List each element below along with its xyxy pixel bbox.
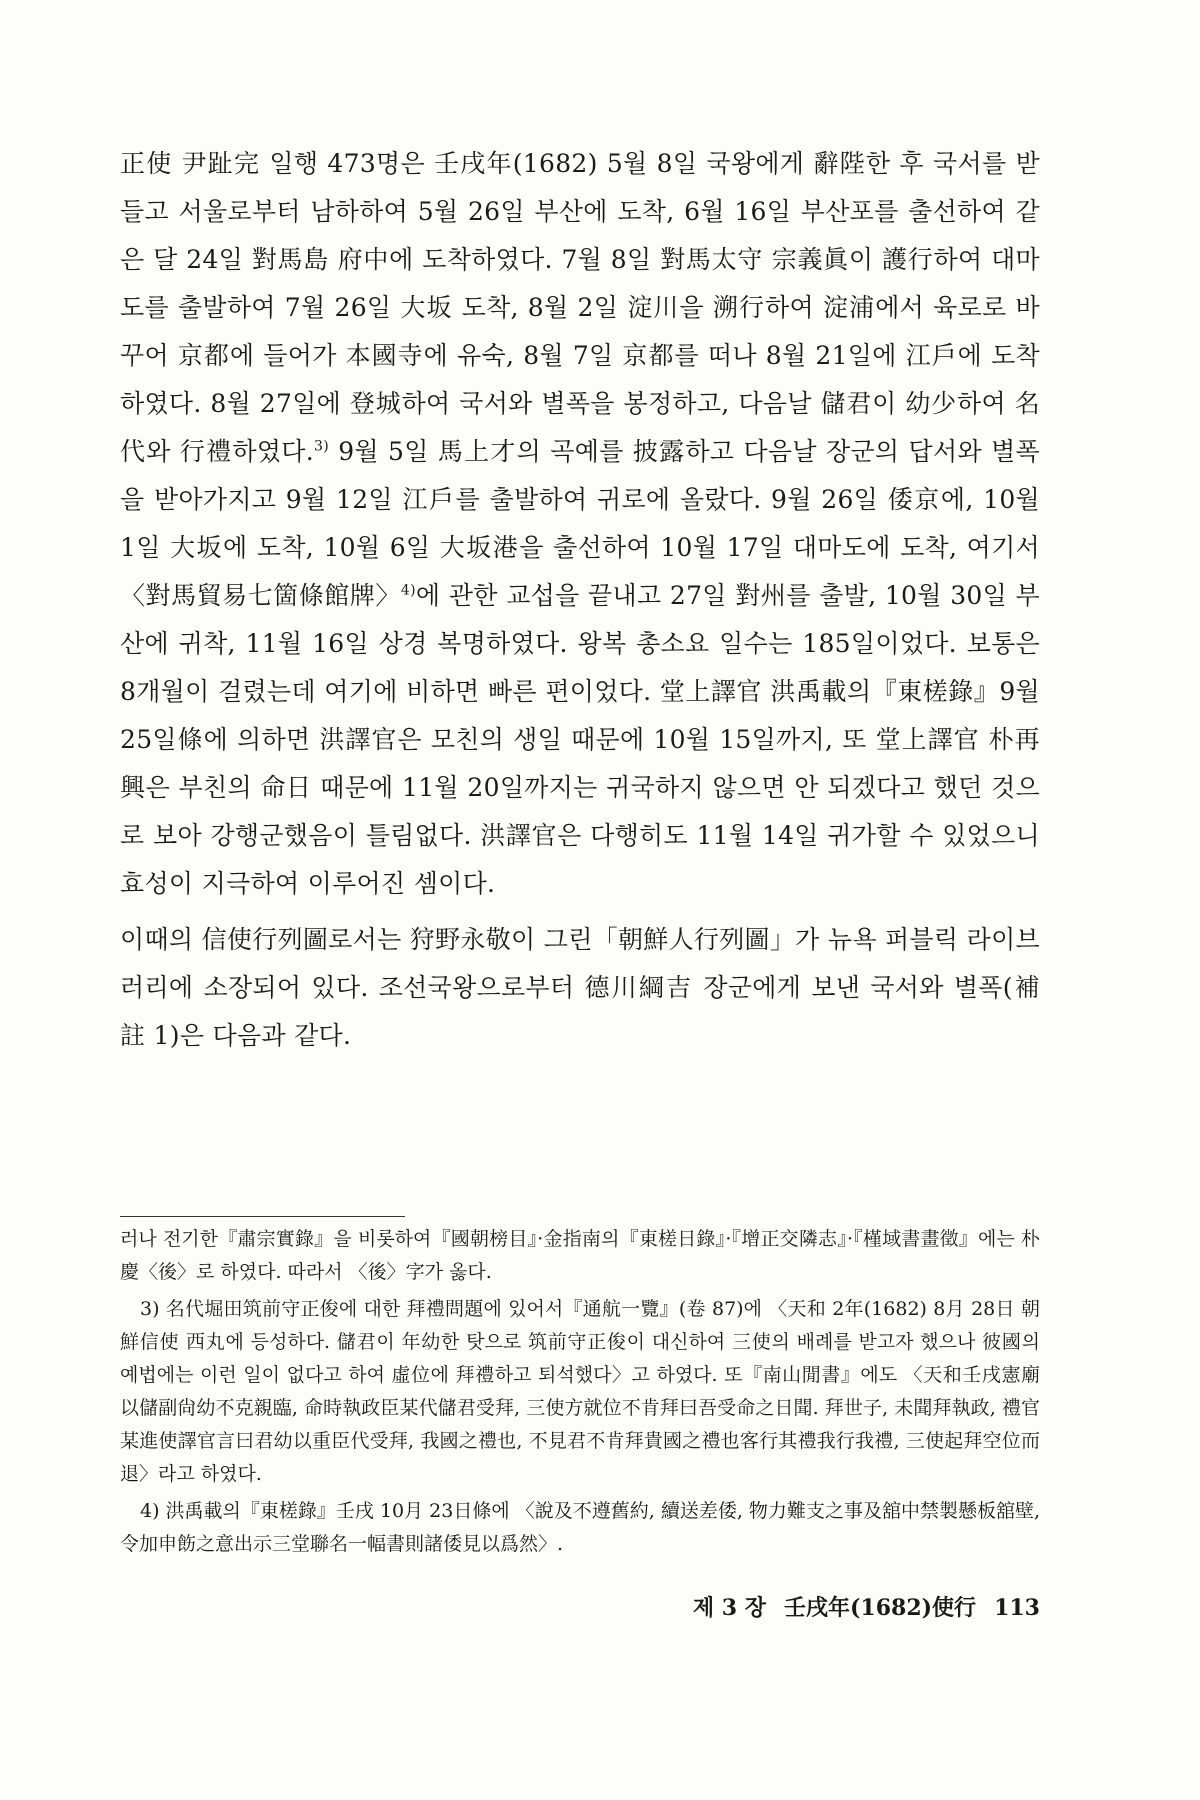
footnotes-section (120, 1223, 1040, 1561)
body-paragraph-1-part-b: 9월 5일 馬上才의 곡예를 披露하고 다음날 장군의 답서와 별폭을 받아가지고 9월 12일 江戶를 출발하여 귀로에 올랐다. 9월 26일 倭京에, 10월 1일 大坂에 도착, 10월 6일 大坂港을 출선하여 10월 17일 대마도에 도착, 여기서 〈對馬貿易七箇條館牌〉 (120, 437, 1040, 610)
running-footer (640, 1593, 1040, 1623)
footnote-divider (120, 1216, 405, 1217)
body-paragraph-1-part-c: 에 관한 교섭을 끝내고 27일 對州를 출발, 10월 30일 부산에 귀착, 11월 16일 상경 복명하였다. 왕복 총소요 일수는 185일이었다. 보통은 8개월이 걸렸는데 여기에 비하면 빠른 편이었다. 堂上譯官 洪禹載의『東槎錄』9월 25일條에 의하면 洪譯官은 모친의 생일 때문에 10월 15일까지, 또 堂上譯官 朴再興은 부친의 命日 때문에 11월 20일까지는 귀국하지 않으면 안 되겠다고 했던 것으로 보아 강행군했음이 틀림없다. 洪譯官은 다행히도 11월 14일 귀가할 수 있었으니 효성이 지극하여 이루어진 셈이다. (120, 581, 1040, 898)
body-paragraph (120, 140, 1040, 908)
footnote-reference: 3) (314, 438, 329, 455)
footnote-3: 3) 名代堀田筑前守正俊에 대한 拜禮問題에 있어서『通航一覽』(卷 87)에 〈天和 2年(1682) 8月 28日 朝鮮信使 西丸에 등성하다. 儲君이 年幼한 탓으로 筑前守正俊이 대신하여 三使의 배례를 받고자 했으나 彼國의 예법에는 이런 일이 없다고 하여 虛位에 拜禮하고 퇴석했다〉고 하였다. 또『南山閒書』에도 〈天和壬戌憲廟以儲副尙幼不克親臨, 命時執政臣某代儲君受拜, 三使方就位不肯拜曰吾受命之日聞. 拜世子, 未聞拜執政, 禮官某進使譯官言曰君幼以重臣代受拜, 我國之禮也, 不見君不肯拜貴國之禮也客行其禮我行我禮, 三使起拜空位而退〉라고 하였다. (120, 1298, 1040, 1485)
main-body-text (120, 140, 1040, 1060)
footnote-continuation: 러나 전기한『肅宗實錄』을 비롯하여『國朝榜目』·金指南의『東槎日錄』·『增正交隣志』·『槿域書畫徵』에는 朴慶〈後〉로 하였다. 따라서 〈後〉字가 옳다. (120, 1228, 1040, 1283)
body-paragraph-1-part-a: 正使 尹趾完 일행 473명은 壬戌年(1682) 5월 8일 국왕에게 辭陛한 후 국서를 받들고 서울로부터 남하하여 5월 26일 부산에 도착, 6월 16일 부산포를 출선하여 같은 달 24일 對馬島 府中에 도착하였다. 7월 8일 對馬太守 宗義眞이 護行하여 대마도를 출발하여 7월 26일 大坂 도착, 8월 2일 淀川을 溯行하여 淀浦에서 육로로 바꾸어 京都에 들어가 本國寺에 유숙, 8월 7일 京都를 떠나 8월 21일에 江戶에 도착하였다. 8월 27일에 登城하여 국서와 별폭을 봉정하고, 다음날 儲君이 幼少하여 名代와 行禮하였다. (120, 149, 1040, 466)
footnote-4: 4) 洪禹載의『東槎錄』壬戌 10月 23日條에 〈說及不遵舊約, 續送差倭, 物力難支之事及舘中禁製懸板舘壁, 令加申飭之意出示三堂聯名一幅書則諸倭見以爲然〉. (120, 1500, 1040, 1555)
page-number: 113 (994, 1595, 1040, 1621)
footnote-reference: 4) (400, 582, 416, 599)
chapter-label: 제 3 장 (692, 1595, 766, 1621)
chapter-title: 壬戌年(1682)使行 (784, 1595, 977, 1621)
body-paragraph: 이때의 信使行列圖로서는 狩野永敬이 그린「朝鮮人行列圖」가 뉴욕 퍼블릭 라이브러리에 소장되어 있다. 조선국왕으로부터 德川綱吉 장군에게 보낸 국서와 별폭(補註 1)은 다음과 같다. (120, 925, 1040, 1050)
